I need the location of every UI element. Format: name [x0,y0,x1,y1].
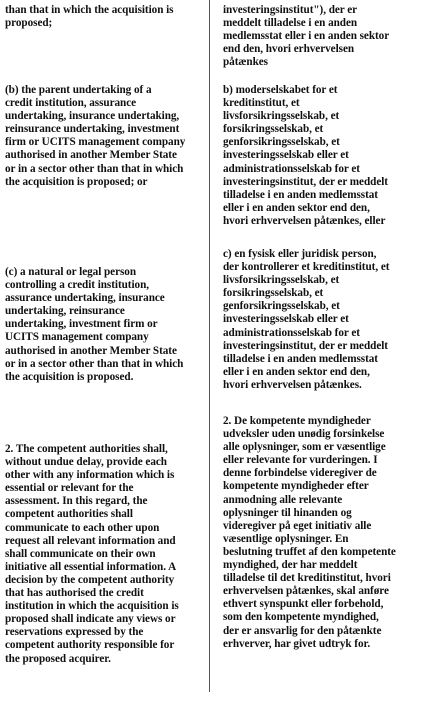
right-paragraph-continuation: investeringsinstitut"), der er meddelt tilladelse i en anden medlemsstat eller i en anden sektor end den, hvori erhvervelsen påtænkes [223,4,390,69]
left-paragraph-2: 2. The competent authorities shall, without undue delay, provide each other with any information which is essential or relevant for the assessment. In this regard, the competent authorities shall communicate to each other upon request all relevant information and shall communicate on their own initiative all essential information. A decision by the competent authority that has authorised the credit institution in which the acquisition is proposed shall indicate any views or reservations expressed by the competent authority responsible for the proposed acquirer. [5,443,179,665]
left-paragraph-b: (b) the parent undertaking of a credit institution, assurance undertaking, insurance undertaking, reinsurance undertaking, investment firm or UCITS management company authorised in another Member State or in a sector other than that in which the acquisition is proposed; or [5,84,186,188]
right-paragraph-b: b) moderselskabet for et kreditinstitut, et livsforsikringsselskab, et forsikringsselskab, et genforsikringsselskab, et investeringsselskab eller et administrationsselskab for et investeringsinstitut, der er meddelt tilladelse i en anden medlemsstat eller i en anden sektor end den, hvori erhvervelsen påtænkes, eller [223,84,388,227]
left-paragraph-c: (c) a natural or legal person controlling a credit institution, assurance undertaking, insurance undertaking, reinsurance undertaking, investment firm or UCITS management company authorised in another Member State or in a sector other than that in which the acquisition is proposed. [5,266,184,383]
left-paragraph-continuation: than that in which the acquisition is proposed; [5,4,174,30]
column-divider [209,0,210,692]
right-paragraph-c: c) en fysisk eller juridisk person, der kontrollerer et kreditinstitut, et livsforsikringsselskab, et forsikringsselskab, et genforsikringsselskab, et investeringsselskab eller et administrationsselskab for et investeringsinstitut, der er meddelt tilladelse i en anden medlemsstat eller i en anden sektor end den, hvori erhvervelsen påtænkes. [223,248,390,391]
right-paragraph-2: 2. De kompetente myndigheder udveksler uden unødig forsinkelse alle oplysninger, som er væsentlige eller relevante for vurderingen. I denne forbindelse videregiver de kompetente myndigheder efter anmodning alle relevante oplysninger til hinanden og videregiver på eget initiativ alle væsentlige oplysninger. En beslutning truffet af den kompetente myndighed, der har meddelt tilladelse til det kreditinstitut, hvori erhvervelsen påtænkes, skal anføre ethvert synspunkt eller forbehold, som den kompetente myndighed, der er ansvarlig for den påtænkte erhverver, har givet udtryk for. [223,415,396,650]
